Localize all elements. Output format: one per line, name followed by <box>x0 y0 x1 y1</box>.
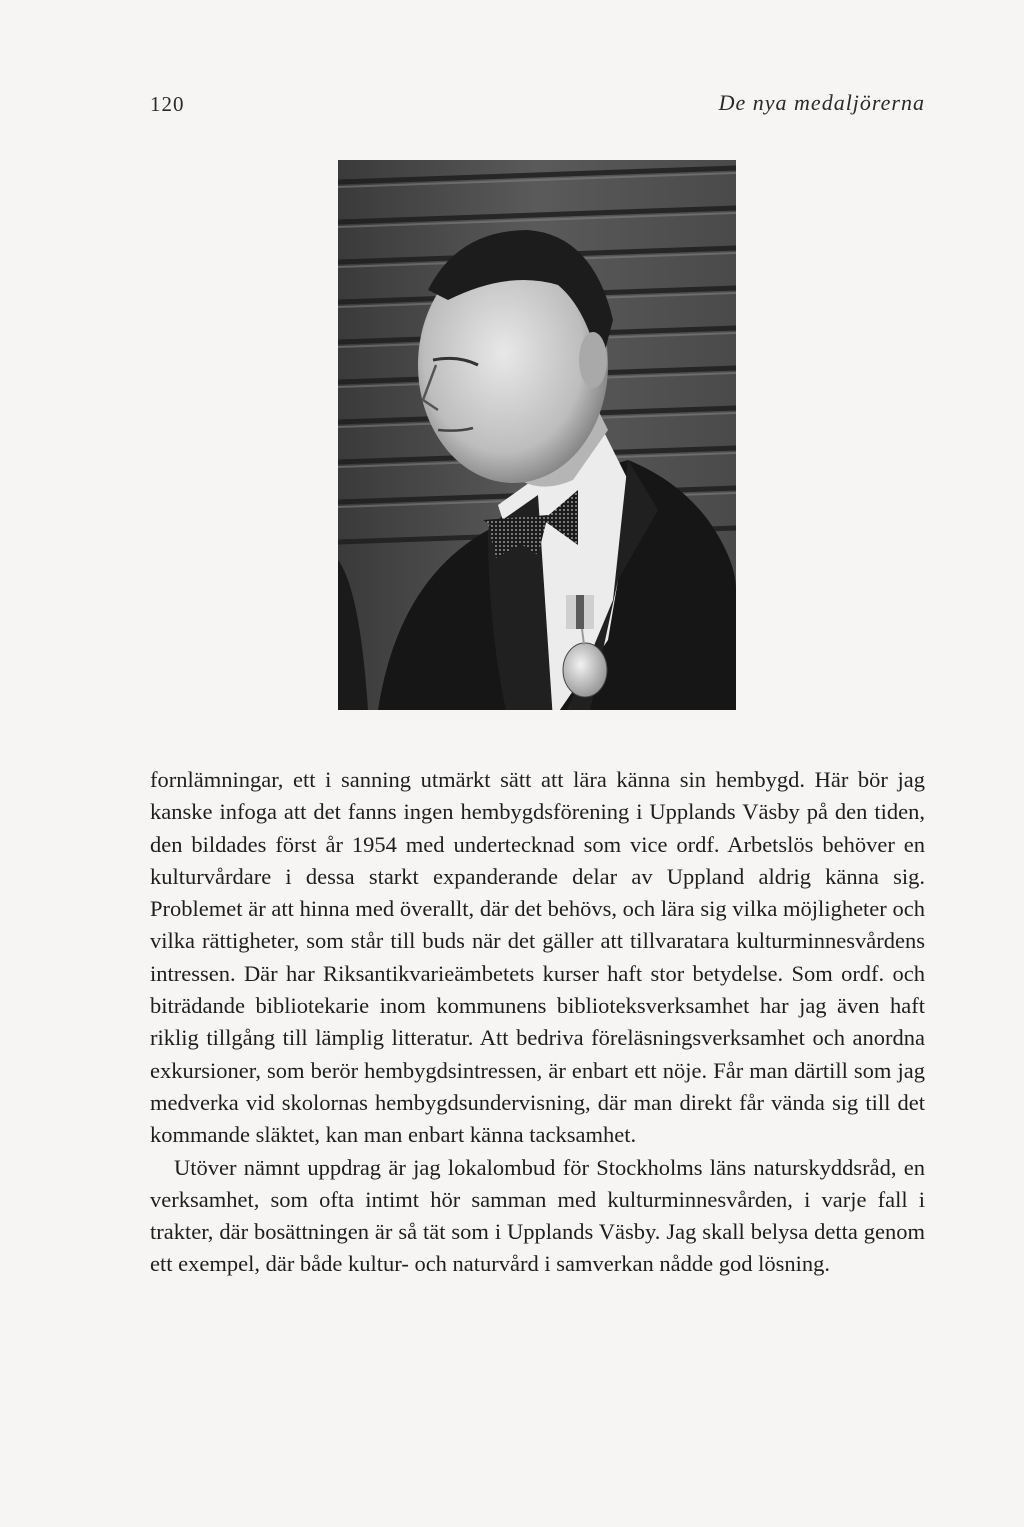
paragraph-1: fornlämningar, ett i sanning utmärkt sätt att lära känna sin hembygd. Här bör jag kanske infoga att det fanns ingen hembygdsförening i Upplands Väsby på den tiden, den bildades först år 1954 med undertecknad som vice ordf. Arbetslös behöver en kulturvårdare i dessa starkt expanderande delar av Uppland aldrig känna sig. Problemet är att hinna med överallt, där det behövs, och lära sig vilka möjligheter och vilka rättigheter, som står till buds när det gäller att tillvaratага kulturminnesvårdens intressen. Där har Riksantikvarieämbetets kurser haft stor betydelse. Som ordf. och biträdande bibliotekarie inom kommunens biblioteksverksamhet har jag även haft riklig tillgång till lämplig litteratur. Att bedriva föreläsningsverksamhet och anordna exkursioner, som berör hembygdsintressen, är enbart ett nöje. Får man därtill som jag medverka vid skolornas hembygdsundervisning, där man direkt får vända sig till det kommande släktet, kan man enbart känna tacksamhet. <box>150 767 925 1148</box>
paragraph-2: Utöver nämnt uppdrag är jag lokalombud för Stockholms läns naturskyddsråd, en verksamhet, som ofta intimt hör samman med kulturminnesvården, i varje fall i trakter, där bosättningen är så tät som i Upplands Väsby. Jag skall belysa detta genom ett exempel, där både kultur- och naturvård i samverkan nådde god lösning. <box>150 1154 925 1277</box>
body-text <box>150 764 925 1281</box>
running-title: De nya medaljörerna <box>718 90 925 115</box>
page-number: 120 <box>150 92 185 116</box>
portrait-photo <box>338 160 736 710</box>
